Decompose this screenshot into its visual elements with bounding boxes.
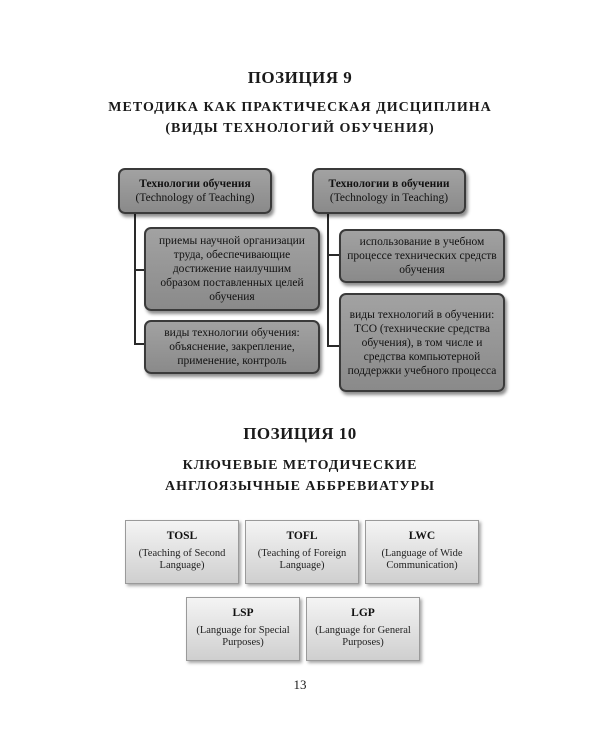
abbr-card-tofl xyxy=(245,520,359,584)
abbr-tosl: TOSL xyxy=(166,530,198,542)
abbr-lgp-desc: (Language for General Purposes) xyxy=(315,625,411,648)
abbr-card-lwc xyxy=(365,520,479,584)
technology-of-teaching-title: Технологии обучения xyxy=(139,178,251,190)
right-connector-vertical xyxy=(327,212,329,347)
abbr-card-lsp xyxy=(186,597,300,661)
technology-of-teaching-header xyxy=(118,168,272,214)
page-number: 13 xyxy=(293,677,307,692)
technology-in-teaching-item-1 xyxy=(339,229,505,283)
right-connector-branch-1 xyxy=(327,254,339,256)
section10-title: ПОЗИЦИЯ 10 xyxy=(243,424,357,443)
technology-of-teaching-subtitle: (Technology of Teaching) xyxy=(135,192,255,204)
right-connector-branch-2 xyxy=(327,345,339,347)
abbr-lwc-desc: (Language of Wide Communication) xyxy=(381,548,463,571)
abbr-lgp: LGP xyxy=(351,607,375,619)
technology-of-teaching-item-1-text: приемы научной организации труда, обеспечивающие достижение наилучшим образом поставленных целей обучения xyxy=(159,235,305,303)
technology-of-teaching-item-2-text: виды технологии обучения: объяснение, закрепление, применение, контроль xyxy=(164,327,300,367)
abbr-tosl-desc: (Teaching of Second Language) xyxy=(138,548,226,571)
abbr-card-tosl xyxy=(125,520,239,584)
abbr-lwc: LWC xyxy=(408,530,436,542)
technology-of-teaching-item-2 xyxy=(144,320,320,374)
abbr-tofl-desc: (Teaching of Foreign Language) xyxy=(257,548,347,571)
abbr-card-lgp xyxy=(306,597,420,661)
technology-in-teaching-header xyxy=(312,168,466,214)
left-connector-vertical xyxy=(134,212,136,345)
technology-of-teaching-item-1 xyxy=(144,227,320,311)
technology-in-teaching-subtitle: (Technology in Teaching) xyxy=(329,192,449,204)
section9-subtitle-line1: МЕТОДИКА КАК ПРАКТИЧЕСКАЯ ДИСЦИПЛИНА xyxy=(108,100,492,115)
abbr-tofl: TOFL xyxy=(286,530,318,542)
left-connector-branch-2 xyxy=(134,343,144,345)
section10-subtitle-line2: АНГЛОЯЗЫЧНЫЕ АББРЕВИАТУРЫ xyxy=(165,479,435,494)
section9-title: ПОЗИЦИЯ 9 xyxy=(247,68,353,87)
abbr-lsp-desc: (Language for Special Purposes) xyxy=(196,625,290,648)
section10-subtitle-line1: КЛЮЧЕВЫЕ МЕТОДИЧЕСКИЕ xyxy=(182,458,418,473)
technology-in-teaching-item-2-text: виды технологий в обучении: ТСО (технические средства обучения), в том числе и средства компьютерной поддержки учебного процесса xyxy=(347,308,497,377)
left-connector-branch-1 xyxy=(134,269,144,271)
technology-in-teaching-item-1-text: использование в учебном процессе технических средств обучения xyxy=(347,236,497,276)
technology-in-teaching-item-2 xyxy=(339,293,505,392)
section9-subtitle-line2: (ВИДЫ ТЕХНОЛОГИЙ ОБУЧЕНИЯ) xyxy=(165,121,435,136)
abbr-lsp: LSP xyxy=(232,607,254,619)
technology-in-teaching-title: Технологии в обучении xyxy=(328,178,450,190)
